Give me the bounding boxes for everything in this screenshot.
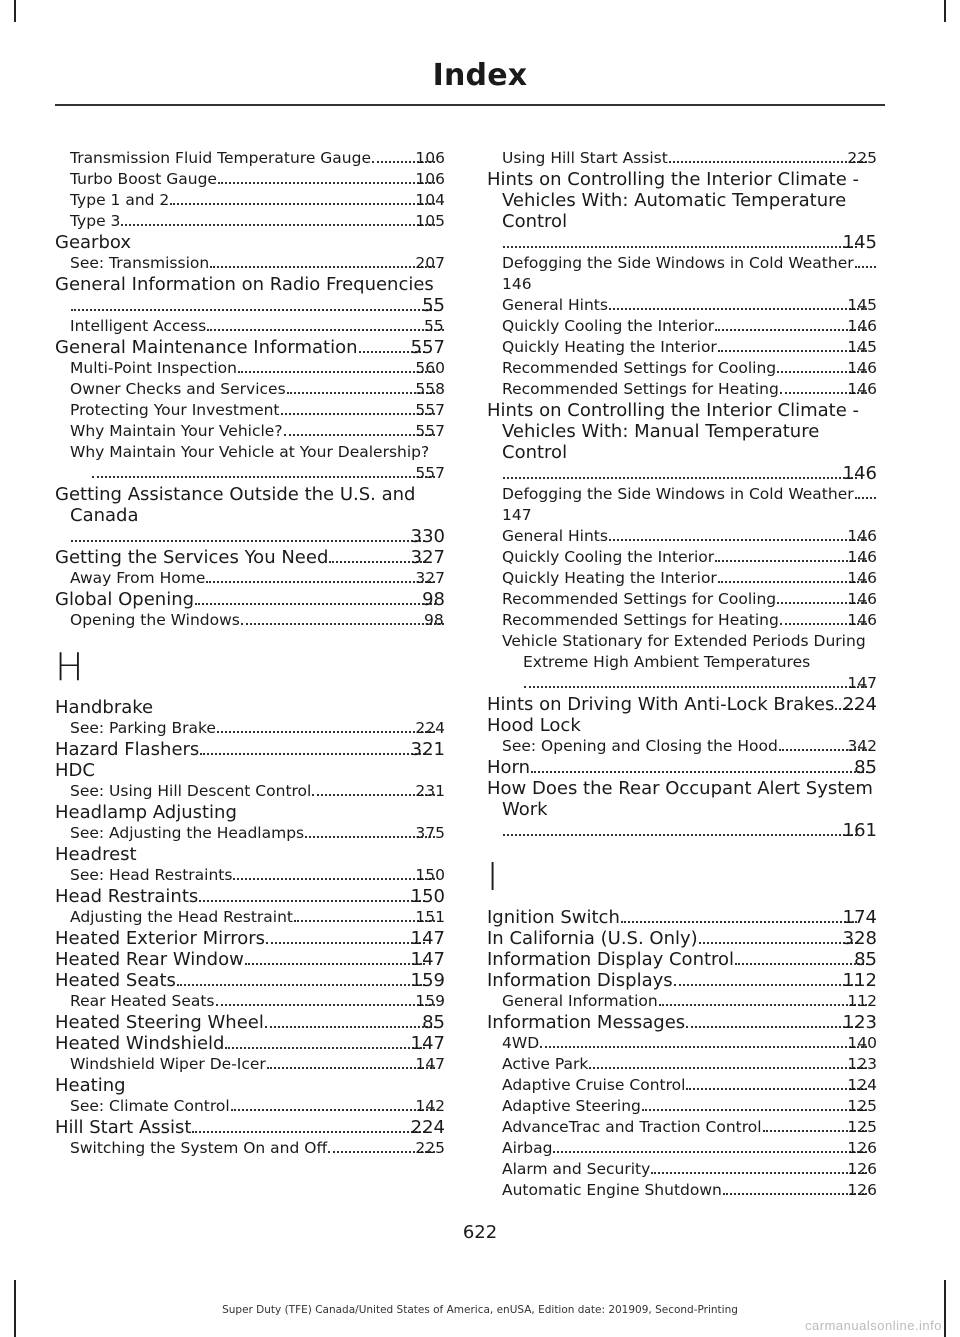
- index-subentry[interactable]: [487, 1033, 877, 1054]
- page-ref[interactable]: 328: [842, 928, 877, 949]
- dot-leader: [503, 245, 857, 248]
- page-number: 622: [462, 1222, 498, 1243]
- page-ref[interactable]: 145: [842, 232, 877, 253]
- dot-leader: [281, 412, 436, 415]
- index-entry[interactable]: [55, 1033, 445, 1054]
- page-ref[interactable]: 112: [847, 992, 877, 1010]
- index-entry[interactable]: [487, 757, 877, 778]
- entry-text: Active Park: [502, 1055, 589, 1073]
- page-ref[interactable]: 224: [842, 694, 877, 715]
- entry-text: See: Climate Control: [70, 1097, 230, 1115]
- entry-text: Why Maintain Your Vehicle at Your Dealership?: [70, 443, 430, 461]
- page-ref[interactable]: 557: [410, 337, 445, 358]
- index-column-right: [487, 148, 877, 1201]
- page-ref[interactable]: 146: [847, 569, 877, 587]
- dot-leader: [723, 1192, 868, 1195]
- dot-leader: [241, 622, 444, 625]
- entry-text: Hints on Controlling the Interior Climate - Vehicles With: Manual Temperature Control: [487, 400, 859, 463]
- entry-text: Recommended Settings for Cooling: [502, 359, 777, 377]
- index-subentry[interactable]: [487, 358, 877, 379]
- index-entry[interactable]: [55, 547, 445, 568]
- dot-leader: [238, 370, 435, 373]
- entry-text: Quickly Cooling the Interior: [502, 548, 715, 566]
- page-ref[interactable]: 147: [847, 674, 877, 692]
- page-ref[interactable]: 145: [847, 338, 877, 356]
- entry-text: Information Displays: [487, 970, 673, 991]
- dot-leader: [210, 265, 435, 268]
- index-subentry[interactable]: [487, 547, 877, 568]
- entry-text: Away From Home: [70, 569, 206, 587]
- index-subentry[interactable]: [55, 991, 445, 1012]
- index-entry[interactable]: [55, 886, 445, 907]
- entry-text: Heated Seats: [55, 970, 176, 991]
- index-subentry[interactable]: Opening the Windows 98: [70, 611, 444, 629]
- crop-mark-top-left: [14, 0, 16, 22]
- index-subentry[interactable]: [55, 358, 445, 379]
- page-ref[interactable]: 125: [847, 1118, 877, 1136]
- index-subentry[interactable]: [487, 1180, 877, 1201]
- page-ref[interactable]: 224: [415, 719, 445, 737]
- dot-leader: [233, 877, 435, 880]
- entry-text: General Information on Radio Frequencies: [55, 274, 434, 295]
- page-ref[interactable]: 557: [415, 464, 445, 482]
- page-ref[interactable]: 146: [847, 359, 877, 377]
- page-ref[interactable]: 146: [502, 275, 532, 293]
- dot-leader: [674, 983, 857, 986]
- index-subentry[interactable]: [487, 631, 877, 694]
- entry-text: Recommended Settings for Cooling: [502, 590, 777, 608]
- page-ref[interactable]: 327: [410, 547, 445, 568]
- entry-text: Defogging the Side Windows in Cold Weather: [502, 485, 854, 503]
- dot-leader: [718, 580, 868, 583]
- page-ref[interactable]: 224: [410, 1117, 445, 1138]
- page-ref[interactable]: 225: [847, 149, 877, 167]
- index-entry[interactable]: [55, 844, 445, 865]
- entry-text: Why Maintain Your Vehicle?: [70, 422, 283, 440]
- dot-leader: [71, 308, 436, 311]
- entry-text: Defogging the Side Windows in Cold Weather: [502, 254, 854, 272]
- entry-text: Hill Start Assist: [55, 1117, 192, 1138]
- index-subentry[interactable]: [487, 1159, 877, 1180]
- entry-text: Windshield Wiper De-Icer: [70, 1055, 266, 1073]
- dot-leader: [553, 1150, 867, 1153]
- page-ref[interactable]: 161: [842, 820, 877, 841]
- index-subentry[interactable]: [487, 1138, 877, 1159]
- entry-text: Opening the Windows: [70, 611, 240, 629]
- dot-leader: [609, 307, 867, 310]
- index-subentry[interactable]: [55, 379, 445, 400]
- page-ref[interactable]: 106: [415, 170, 445, 188]
- section-letter: I: [487, 855, 499, 899]
- index-entry[interactable]: [487, 169, 877, 253]
- page-ref[interactable]: 159: [415, 992, 445, 1010]
- dot-leader: [735, 962, 868, 965]
- index-subentry[interactable]: [487, 1096, 877, 1117]
- index-subentry[interactable]: [55, 781, 445, 802]
- index-subentry[interactable]: [487, 148, 877, 169]
- dot-leader: [170, 202, 435, 205]
- index-entry[interactable]: [55, 484, 445, 547]
- index-subentry[interactable]: [487, 316, 877, 337]
- dot-leader: [207, 328, 444, 331]
- dot-leader: [669, 160, 868, 163]
- index-subentry[interactable]: [55, 211, 445, 232]
- entry-text: Heated Exterior Mirrors: [55, 928, 266, 949]
- entry-text: Quickly Heating the Interior: [502, 569, 717, 587]
- entry-text: Hazard Flashers: [55, 739, 200, 760]
- entry-text: Headlamp Adjusting: [55, 802, 237, 823]
- index-subentry[interactable]: [55, 148, 445, 169]
- index-entry[interactable]: [55, 337, 445, 358]
- index-entry[interactable]: [487, 400, 877, 484]
- dot-leader: [206, 580, 435, 583]
- index-entry[interactable]: [55, 1012, 445, 1033]
- page-ref[interactable]: 321: [410, 739, 445, 760]
- page-ref[interactable]: 123: [842, 1012, 877, 1033]
- index-column-left: [55, 148, 445, 1159]
- entry-text: See: Using Hill Descent Control: [70, 782, 312, 800]
- dot-leader: [715, 559, 867, 562]
- entry-text: In California (U.S. Only): [487, 928, 698, 949]
- index-entry[interactable]: [487, 1012, 877, 1033]
- page-ref[interactable]: 557: [415, 422, 445, 440]
- entry-text: Heating: [55, 1075, 126, 1096]
- entry-text: Airbag: [502, 1139, 553, 1157]
- dot-leader: [718, 349, 868, 352]
- dot-leader: [287, 391, 436, 394]
- entry-text: Global Opening: [55, 589, 195, 610]
- dot-leader: [621, 920, 857, 923]
- entry-text: Rear Heated Seats: [70, 992, 215, 1010]
- entry-text: Heated Windshield: [55, 1033, 225, 1054]
- page-ref[interactable]: 375: [415, 824, 445, 842]
- page-ref[interactable]: 140: [847, 1034, 877, 1052]
- entry-text: See: Parking Brake: [70, 719, 216, 737]
- dot-leader: [92, 475, 435, 478]
- page-ref[interactable]: 207: [415, 254, 445, 272]
- entry-text: Ignition Switch: [487, 907, 620, 928]
- index-subentry[interactable]: [55, 823, 445, 844]
- page-ref[interactable]: 151: [415, 908, 445, 926]
- index-subentry[interactable]: [55, 421, 445, 442]
- page-ref[interactable]: 327: [415, 569, 445, 587]
- index-subentry[interactable]: [55, 568, 445, 589]
- entry-text: Quickly Cooling the Interior: [502, 317, 715, 335]
- entry-text: Recommended Settings for Heating: [502, 380, 779, 398]
- title-rule: [55, 104, 885, 106]
- dot-leader: [686, 1087, 867, 1090]
- entry-text: Intelligent Access: [70, 317, 207, 335]
- page-ref[interactable]: 104: [415, 191, 445, 209]
- page-ref[interactable]: 98: [422, 589, 445, 610]
- index-subentry[interactable]: [55, 1096, 445, 1117]
- entry-text: Information Messages: [487, 1012, 686, 1033]
- page-title: Index: [432, 58, 528, 93]
- dot-leader: [294, 919, 435, 922]
- index-entry[interactable]: [55, 1075, 445, 1096]
- index-subentry[interactable]: [55, 1138, 445, 1159]
- entry-text: Getting the Services You Need: [55, 547, 329, 568]
- index-subentry[interactable]: [55, 190, 445, 211]
- page-ref[interactable]: 126: [847, 1160, 877, 1178]
- entry-text: 4WD: [502, 1034, 540, 1052]
- index-subentry[interactable]: [487, 1117, 877, 1138]
- entry-text: See: Opening and Closing the Hood: [502, 737, 778, 755]
- entry-text: Type 3: [70, 212, 121, 230]
- index-entry[interactable]: [487, 949, 877, 970]
- entry-text: Getting Assistance Outside the U.S. and Canada: [55, 484, 416, 526]
- index-subentry[interactable]: [55, 865, 445, 886]
- index-entry[interactable]: [55, 949, 445, 970]
- section-letter: H: [55, 645, 84, 689]
- entry-text: General Hints: [502, 296, 608, 314]
- page-ref[interactable]: 105: [415, 212, 445, 230]
- page-ref[interactable]: 225: [415, 1139, 445, 1157]
- dot-leader: [218, 181, 435, 184]
- index-entry[interactable]: [487, 907, 877, 928]
- page-ref[interactable]: 147: [410, 1033, 445, 1054]
- page-ref[interactable]: 85: [854, 949, 877, 970]
- index-entry[interactable]: [55, 274, 445, 316]
- page-ref[interactable]: 106: [415, 149, 445, 167]
- dot-leader: [715, 328, 867, 331]
- entry-text: See: Adjusting the Headlamps: [70, 824, 305, 842]
- entry-text: Adaptive Cruise Control: [502, 1076, 686, 1094]
- page-ref[interactable]: 147: [502, 506, 532, 524]
- index-entry[interactable]: [55, 760, 445, 781]
- page-ref[interactable]: 146: [847, 548, 877, 566]
- dot-leader: [642, 1108, 868, 1111]
- entry-text: Hints on Controlling the Interior Climate - Vehicles With: Automatic Temperature Control: [487, 169, 859, 232]
- index-subentry[interactable]: [487, 295, 877, 316]
- page-ref[interactable]: 231: [415, 782, 445, 800]
- entry-text: Hints on Driving With Anti-Lock Brakes: [487, 694, 835, 715]
- entry-text: Handbrake: [55, 697, 154, 718]
- page-ref[interactable]: 558: [415, 380, 445, 398]
- dot-leader: [659, 1003, 868, 1006]
- entry-text: Information Display Control: [487, 949, 735, 970]
- index-entry[interactable]: [55, 232, 445, 253]
- entry-text: How Does the Rear Occupant Alert System Work: [487, 778, 873, 820]
- index-subentry[interactable]: [487, 1075, 877, 1096]
- entry-text: Hood Lock: [487, 715, 581, 736]
- page-ref[interactable]: 159: [410, 970, 445, 991]
- entry-text: Switching the System On and Off: [70, 1139, 328, 1157]
- entry-text: Quickly Heating the Interior: [502, 338, 717, 356]
- dot-leader: [231, 1108, 436, 1111]
- dot-leader: [267, 1066, 436, 1069]
- page-ref[interactable]: 123: [847, 1055, 877, 1073]
- index-entry[interactable]: [55, 697, 445, 718]
- dot-leader: [540, 1045, 867, 1048]
- index-entry[interactable]: [55, 970, 445, 991]
- dot-leader: [503, 476, 857, 479]
- page-ref[interactable]: 330: [410, 526, 445, 547]
- index-subentry[interactable]: [487, 526, 877, 547]
- index-subentry[interactable]: [55, 718, 445, 739]
- index-subentry[interactable]: [487, 610, 877, 631]
- page-ref[interactable]: 560: [415, 359, 445, 377]
- entry-text: Transmission Fluid Temperature Gauge: [70, 149, 371, 167]
- entry-text: General Maintenance Information: [55, 337, 358, 358]
- index-subentry[interactable]: [487, 379, 877, 400]
- entry-text: Heated Rear Window: [55, 949, 244, 970]
- index-subentry[interactable]: [55, 1054, 445, 1075]
- index-subentry[interactable]: Intelligent Access 55: [70, 317, 444, 335]
- page-ref[interactable]: 146: [847, 527, 877, 545]
- page-ref[interactable]: 145: [847, 296, 877, 314]
- page-ref[interactable]: 146: [847, 317, 877, 335]
- dot-leader: [699, 941, 857, 944]
- entry-text: Heated Steering Wheel: [55, 1012, 264, 1033]
- page-ref[interactable]: 150: [415, 866, 445, 884]
- page-ref[interactable]: 124: [847, 1076, 877, 1094]
- dot-leader: [199, 899, 424, 902]
- index-subentry[interactable]: [487, 736, 877, 757]
- entry-text: Head Restraints: [55, 886, 199, 907]
- dot-leader: [855, 265, 876, 268]
- entry-text: Multi-Point Inspection: [70, 359, 237, 377]
- dot-leader: [217, 730, 435, 733]
- index-subentry[interactable]: [487, 484, 877, 526]
- dot-leader: [265, 1025, 436, 1028]
- dot-leader: [589, 1066, 867, 1069]
- page-ref[interactable]: 146: [842, 463, 877, 484]
- entry-text: Alarm and Security: [502, 1160, 651, 1178]
- entry-text: Headrest: [55, 844, 137, 865]
- entry-text: Protecting Your Investment: [70, 401, 280, 419]
- page-ref[interactable]: 126: [847, 1181, 877, 1199]
- entry-text: HDC: [55, 760, 95, 781]
- entry-text: Gearbox: [55, 232, 131, 253]
- index-entry[interactable]: [487, 778, 877, 841]
- dot-leader: [71, 539, 425, 542]
- dot-leader: [531, 770, 868, 773]
- index-subentry[interactable]: [487, 568, 877, 589]
- dot-leader: [284, 433, 436, 436]
- entry-text: Adjusting the Head Restraint: [70, 908, 294, 926]
- dot-leader: [195, 602, 436, 605]
- page-ref[interactable]: 147: [410, 949, 445, 970]
- dot-leader: [266, 941, 425, 944]
- index-entry[interactable]: [55, 1117, 445, 1138]
- index-entry[interactable]: [487, 694, 877, 715]
- page-ref[interactable]: 55: [422, 295, 445, 316]
- index-entry[interactable]: [55, 928, 445, 949]
- dot-leader: [216, 1003, 436, 1006]
- index-subentry[interactable]: [55, 907, 445, 928]
- index-entry[interactable]: [55, 739, 445, 760]
- watermark-logo: carmanualsonline.info: [805, 1318, 942, 1333]
- page-ref[interactable]: 85: [854, 757, 877, 778]
- index-entry[interactable]: [55, 589, 445, 610]
- page-ref[interactable]: 150: [410, 886, 445, 907]
- dot-leader: [192, 1130, 424, 1133]
- page-ref[interactable]: 142: [415, 1097, 445, 1115]
- entry-text: AdvanceTrac and Traction Control: [502, 1118, 762, 1136]
- index-subentry[interactable]: [487, 589, 877, 610]
- dot-leader: [200, 752, 424, 755]
- page-ref[interactable]: 146: [847, 590, 877, 608]
- crop-mark-top-right: [944, 0, 946, 22]
- entry-text: Turbo Boost Gauge: [70, 170, 217, 188]
- entry-text: Owner Checks and Services: [70, 380, 286, 398]
- index-subentry[interactable]: [487, 991, 877, 1012]
- entry-text: Using Hill Start Assist: [502, 149, 668, 167]
- dot-leader: [686, 1025, 856, 1028]
- entry-text: See: Transmission: [70, 254, 210, 272]
- footer-edition: Super Duty (TFE) Canada/United States of America, enUSA, Edition date: 201909, Second-Printing: [222, 1304, 738, 1316]
- entry-text: General Hints: [502, 527, 608, 545]
- dot-leader: [177, 983, 425, 986]
- page-ref[interactable]: 146: [847, 380, 877, 398]
- index-subentry[interactable]: [55, 442, 445, 484]
- page-ref[interactable]: 174: [842, 907, 877, 928]
- dot-leader: [609, 538, 867, 541]
- page-ref[interactable]: 85: [422, 1012, 445, 1033]
- entry-text: See: Head Restraints: [70, 866, 233, 884]
- index-entry[interactable]: [55, 802, 445, 823]
- page-ref[interactable]: 342: [847, 737, 877, 755]
- page-ref[interactable]: 126: [847, 1139, 877, 1157]
- entry-text: Horn: [487, 757, 531, 778]
- entry-text: Adaptive Steering: [502, 1097, 641, 1115]
- dot-leader: [503, 833, 857, 836]
- index-subentry[interactable]: [487, 1054, 877, 1075]
- index-subentry[interactable]: [55, 400, 445, 421]
- index-subentry[interactable]: [487, 253, 877, 295]
- entry-text: General Information: [502, 992, 658, 1010]
- dot-leader: [651, 1171, 867, 1174]
- dot-leader: [121, 223, 435, 226]
- dot-leader: [855, 496, 876, 499]
- entry-text: Vehicle Stationary for Extended Periods During Extreme High Ambient Temperatures: [502, 632, 866, 671]
- index-entry[interactable]: [487, 715, 877, 736]
- dot-leader: [225, 1046, 424, 1049]
- page-ref[interactable]: 147: [410, 928, 445, 949]
- index-entry[interactable]: [487, 928, 877, 949]
- entry-text: Type 1 and 2: [70, 191, 170, 209]
- index-subentry[interactable]: [55, 253, 445, 274]
- page-ref[interactable]: 125: [847, 1097, 877, 1115]
- index-entry[interactable]: [487, 970, 877, 991]
- page-ref[interactable]: 112: [842, 970, 877, 991]
- index-subentry[interactable]: [487, 337, 877, 358]
- dot-leader: [524, 685, 867, 688]
- entry-text: Recommended Settings for Heating: [502, 611, 779, 629]
- dot-leader: [245, 962, 425, 965]
- page-ref[interactable]: 147: [415, 1055, 445, 1073]
- page-ref[interactable]: 146: [847, 611, 877, 629]
- page-ref[interactable]: 557: [415, 401, 445, 419]
- index-subentry[interactable]: [55, 169, 445, 190]
- entry-text: Automatic Engine Shutdown: [502, 1181, 722, 1199]
